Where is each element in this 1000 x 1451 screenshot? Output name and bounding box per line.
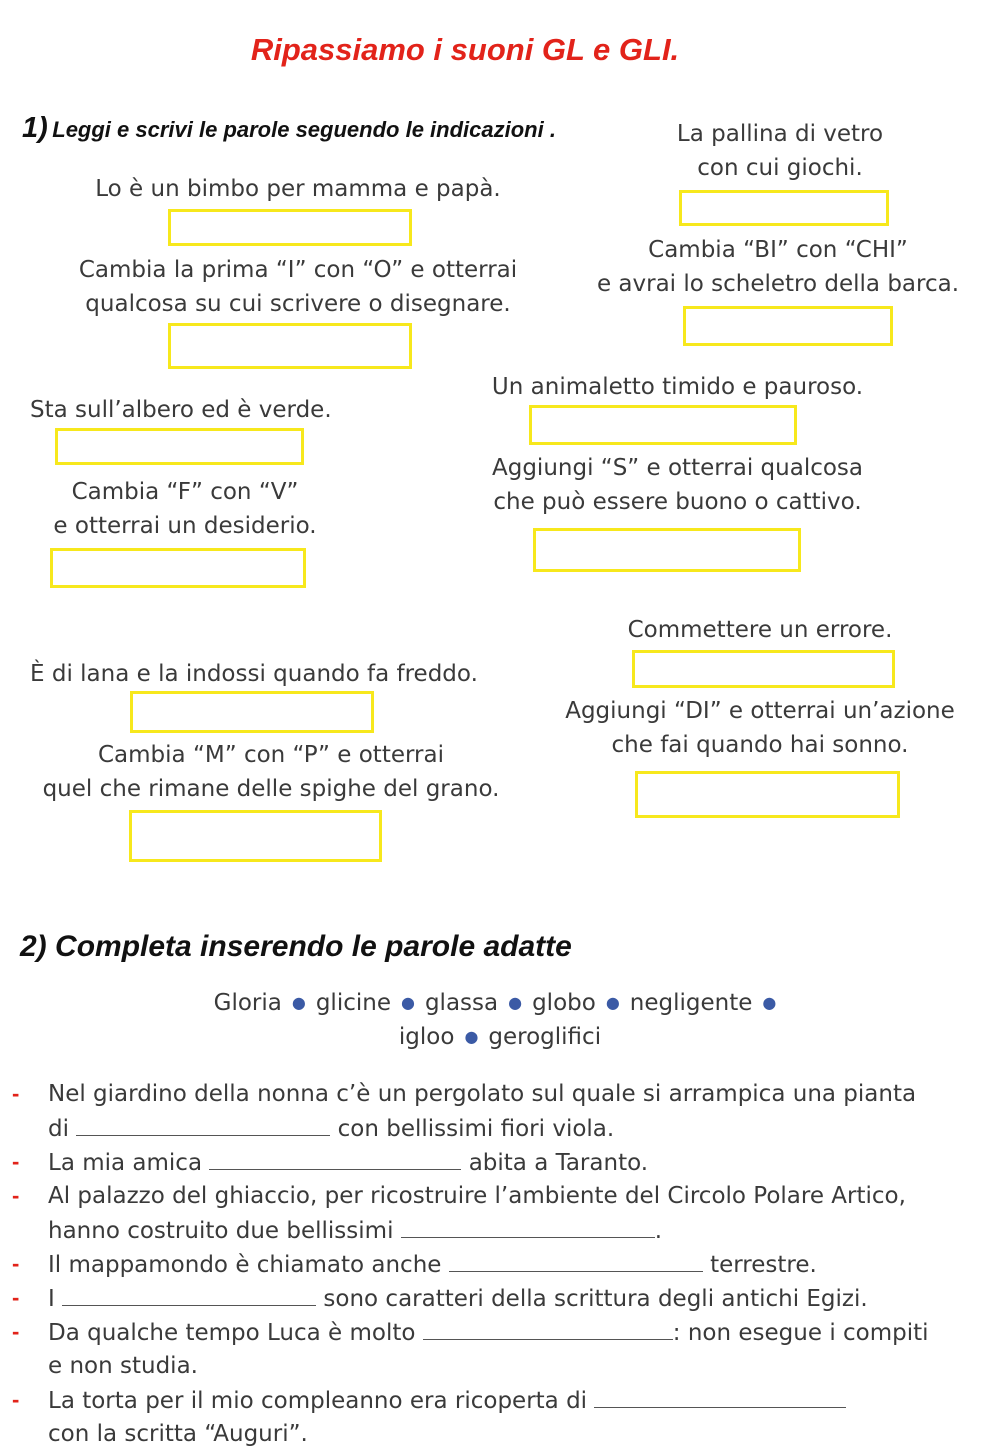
fill-blank-6[interactable]: [423, 1315, 673, 1340]
fill-blank-2[interactable]: [209, 1145, 461, 1170]
word-globo: globo: [532, 990, 596, 1016]
clue-sbagliare: [610, 613, 910, 647]
sentence-part: abita a Taranto.: [468, 1150, 649, 1176]
sentence-part: : non esegue i compiti: [672, 1320, 929, 1346]
sentence-text: Nel giardino della nonna c’è un pergolato sul quale si arrampica una pianta: [48, 1081, 917, 1107]
answer-box-1[interactable]: [168, 209, 412, 246]
clue-foglia: [30, 393, 340, 427]
clue-line: Cambia la prima “I” con “O” e otterrai: [78, 257, 518, 283]
sentence-text: [48, 1213, 662, 1248]
dash-bullet-icon: -: [12, 1251, 20, 1276]
sentence-text: [48, 1111, 614, 1146]
section-1-heading: [22, 112, 556, 145]
section-2-heading: [20, 930, 572, 964]
clue-line: Sta sull’albero ed è verde.: [30, 397, 332, 423]
clue-line: Commettere un errore.: [627, 617, 893, 643]
sentence-part: hanno costruito due bellissimi: [48, 1218, 394, 1244]
fill-blank-3[interactable]: [401, 1213, 655, 1238]
section-2-number: 2): [20, 930, 47, 963]
clue-chiglia: [588, 233, 968, 301]
word-bank: [0, 986, 1000, 1054]
answer-box-9[interactable]: [130, 691, 374, 733]
clue-foglio: [48, 253, 548, 321]
clue-voglia: [30, 475, 340, 543]
sentence-text: [48, 1315, 929, 1350]
sentence-part: Il mappamondo è chiamato anche: [48, 1252, 442, 1278]
clue-line: che può essere buono o cattivo.: [493, 489, 862, 515]
clue-line: e otterrai un desiderio.: [53, 513, 317, 539]
word-bank-line-2: [0, 1020, 1000, 1054]
bullet-dot-icon: ●: [605, 993, 620, 1012]
sentence-part: Da qualche tempo Luca è molto: [48, 1320, 416, 1346]
word-igloo: igloo: [398, 1024, 455, 1050]
answer-box-4[interactable]: [683, 306, 893, 346]
word-glicine: glicine: [315, 990, 391, 1016]
clue-bimbo: [60, 172, 536, 206]
sentence-part: .: [654, 1218, 663, 1244]
clue-line: che fai quando hai sonno.: [611, 732, 909, 758]
dash-bullet-icon: -: [12, 1081, 20, 1106]
sentence-text: [48, 1383, 846, 1418]
sentence-part: con bellissimi fiori viola.: [337, 1116, 615, 1142]
sentence-part: terrestre.: [710, 1252, 817, 1278]
clue-line: La pallina di vetro: [676, 121, 884, 147]
answer-box-3[interactable]: [679, 190, 889, 226]
word-geroglifici: geroglifici: [488, 1024, 602, 1050]
section-1-number: 1): [22, 112, 48, 144]
word-glassa: glassa: [424, 990, 499, 1016]
answer-box-10[interactable]: [129, 810, 382, 862]
sentence-text: [48, 1145, 648, 1180]
answer-box-11[interactable]: [632, 650, 895, 688]
sentence-part: di: [48, 1116, 69, 1142]
sentence-part: I: [48, 1286, 55, 1312]
dash-bullet-icon: -: [12, 1319, 20, 1344]
clue-line: e avrai lo scheletro della barca.: [596, 271, 960, 297]
dash-bullet-icon: -: [12, 1149, 20, 1174]
word-negligente: negligente: [629, 990, 753, 1016]
answer-box-5[interactable]: [55, 428, 304, 465]
page-title: Ripassiamo i suoni GL e GLI.: [250, 32, 680, 67]
clue-sbadigliare: [545, 694, 975, 762]
bullet-dot-icon: ●: [508, 993, 523, 1012]
word-bank-line-1: [0, 986, 1000, 1020]
answer-box-6[interactable]: [50, 548, 306, 588]
clue-line: Cambia “M” con “P” e otterrai: [98, 742, 444, 768]
clue-line: È di lana e la indossi quando fa freddo.: [30, 661, 478, 687]
fill-blank-7[interactable]: [594, 1383, 846, 1408]
sentence-part: La torta per il mio compleanno era ricoperta di: [48, 1388, 588, 1414]
clue-biglia: [660, 117, 900, 185]
section-2-instruction: Completa inserendo le parole adatte: [55, 930, 572, 963]
clue-line: Lo è un bimbo per mamma e papà.: [95, 176, 501, 202]
bullet-dot-icon: ●: [464, 1027, 479, 1046]
sentence-text: Al palazzo del ghiaccio, per ricostruire l’ambiente del Circolo Polare Artico,: [48, 1183, 906, 1209]
fill-blank-5[interactable]: [62, 1281, 316, 1306]
sentence-text: e non studia.: [48, 1353, 198, 1379]
answer-box-12[interactable]: [635, 771, 900, 818]
clue-line: Aggiungi “DI” e otterrai un’azione: [565, 698, 955, 724]
clue-sorpresa: [470, 451, 885, 519]
clue-line: qualcosa su cui scrivere o disegnare.: [85, 291, 511, 317]
clue-line: quel che rimane delle spighe del grano.: [42, 776, 500, 802]
fill-blank-1[interactable]: [76, 1111, 330, 1136]
bullet-dot-icon: ●: [762, 993, 777, 1012]
clue-line: con cui giochi.: [697, 155, 863, 181]
clue-line: Un animaletto timido e pauroso.: [491, 374, 864, 400]
word-gloria: Gloria: [213, 990, 282, 1016]
answer-box-2[interactable]: [168, 323, 412, 369]
section-1-instruction: Leggi e scrivi le parole seguendo le indicazioni .: [52, 117, 556, 142]
fill-blank-4[interactable]: [449, 1247, 703, 1272]
clue-maglia: [30, 657, 506, 691]
sentence-text: [48, 1247, 817, 1282]
sentence-part: sono caratteri della scrittura degli antichi Egizi.: [323, 1286, 868, 1312]
answer-box-8[interactable]: [533, 528, 801, 572]
answer-box-7[interactable]: [529, 405, 797, 445]
dash-bullet-icon: -: [12, 1183, 20, 1208]
bullet-dot-icon: ●: [291, 993, 306, 1012]
dash-bullet-icon: -: [12, 1285, 20, 1310]
clue-line: Cambia “F” con “V”: [71, 479, 299, 505]
sentence-part: La mia amica: [48, 1150, 203, 1176]
clue-paglia: [28, 738, 514, 806]
clue-line: Cambia “BI” con “CHI”: [648, 237, 908, 263]
clue-coniglio: [475, 370, 880, 404]
sentence-text: con la scritta “Auguri”.: [48, 1421, 308, 1447]
dash-bullet-icon: -: [12, 1387, 20, 1412]
sentence-text: [48, 1281, 868, 1316]
bullet-dot-icon: ●: [400, 993, 415, 1012]
clue-line: Aggiungi “S” e otterrai qualcosa: [492, 455, 863, 481]
